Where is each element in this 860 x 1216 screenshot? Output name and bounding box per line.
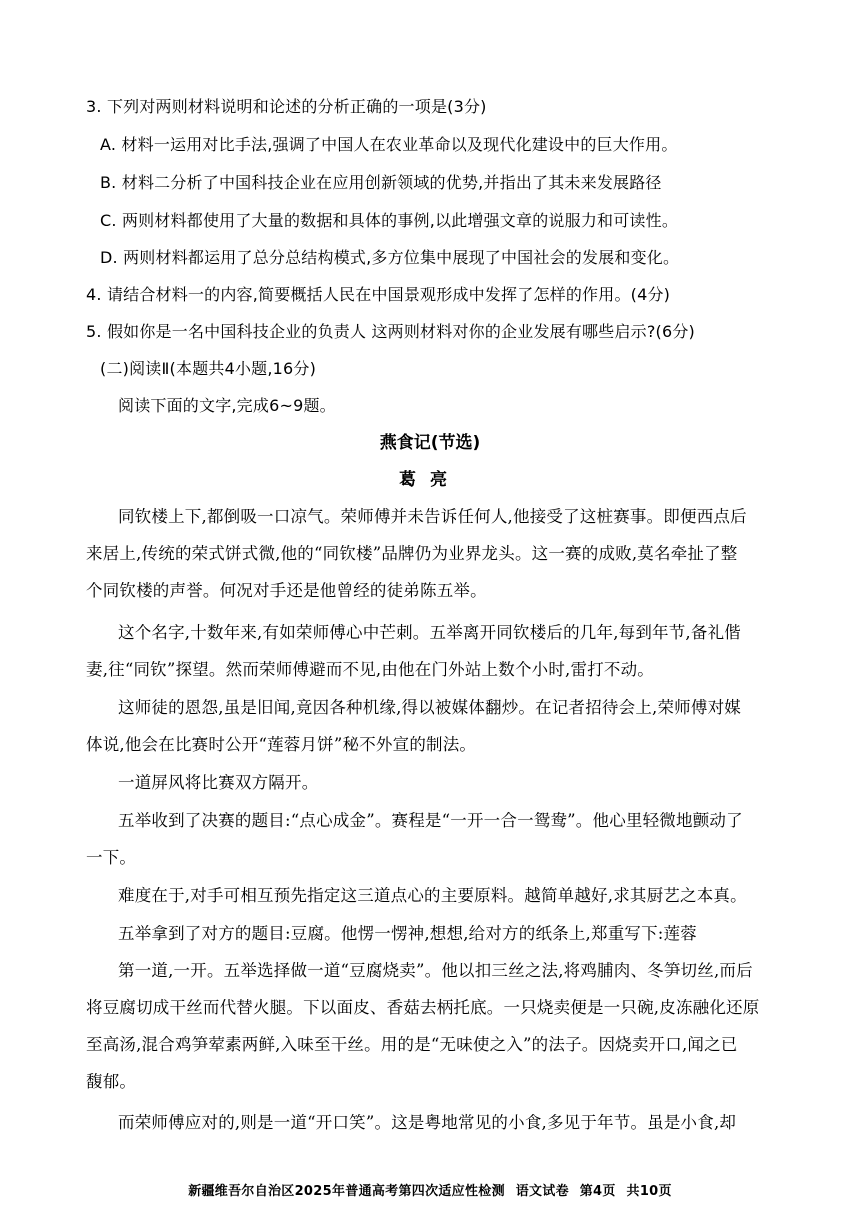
question-3-option-d: D. 两则材料都运用了总分总结构模式,多方位集中展现了中国社会的发展和变化。: [100, 248, 680, 267]
article-line: 这师徒的恩怨,虽是旧闻,竟因各种机缘,得以被媒体翻炒。在记者招待会上,荣师傅对媒: [118, 698, 741, 717]
article-line: 五举拿到了对方的题目:豆腐。他愣一愣神,想想,给对方的纸条上,郑重写下:莲蓉: [118, 924, 697, 943]
footer-subject: 语文试卷: [515, 1184, 569, 1199]
article-line: 个同钦楼的声誉。何况对手还是他曾经的徒弟陈五举。: [86, 581, 487, 600]
article-title: 燕食记(节选): [379, 433, 481, 453]
footer-total-pages: 共10页: [626, 1184, 672, 1199]
footer-page-number: 第4页: [579, 1184, 616, 1199]
page-footer: [0, 1180, 860, 1199]
section-heading: (二)阅读Ⅱ(本题共4小题,16分): [100, 359, 317, 378]
question-3-option-b: B. 材料二分析了中国科技企业在应用创新领域的优势,并指出了其未来发展路径: [100, 173, 662, 192]
article-line: 妻,往“同钦”探望。然而荣师傅避而不见,由他在门外站上数个小时,雷打不动。: [86, 660, 655, 679]
article-line: 同钦楼上下,都倒吸一口凉气。荣师傅并未告诉任何人,他接受了这桩赛事。即便西点后: [118, 507, 747, 526]
article-line: 体说,他会在比赛时公开“莲蓉月饼”秘不外宣的制法。: [86, 735, 477, 754]
article-line: 一下。: [86, 848, 137, 867]
article-line: 第一道,一开。五举选择做一道“豆腐烧卖”。他以扣三丝之法,将鸡脯肉、冬笋切丝,而后: [118, 961, 753, 980]
question-4: 4. 请结合材料一的内容,简要概括人民在中国景观形成中发挥了怎样的作用。(4分): [86, 285, 671, 304]
article-line: 馥郁。: [86, 1072, 137, 1091]
article-author: 葛亮: [399, 470, 461, 490]
section-instruction: 阅读下面的文字,完成6~9题。: [118, 396, 336, 415]
article-line: 至高汤,混合鸡笋荤素两鲜,入味至干丝。用的是“无味使之入”的法子。因烧卖开口,闻之已: [86, 1035, 738, 1054]
article-line: 这个名字,十数年来,有如荣师傅心中芒刺。五举离开同钦楼后的几年,每到年节,备礼偕: [118, 623, 741, 642]
footer-exam-name: 新疆维吾尔自治区2025年普通高考第四次适应性检测: [188, 1184, 505, 1199]
question-3-stem: 3. 下列对两则材料说明和论述的分析正确的一项是(3分): [86, 97, 487, 116]
question-3-option-c: C. 两则材料都使用了大量的数据和具体的事例,以此增强文章的说服力和可读性。: [100, 211, 679, 230]
article-line: 难度在于,对手可相互预先指定这三道点心的主要原料。越简单越好,求其厨艺之本真。: [118, 886, 747, 905]
question-3-option-a: A. 材料一运用对比手法,强调了中国人在农业革命以及现代化建设中的巨大作用。: [100, 135, 678, 154]
article-line: 而荣师傅应对的,则是一道“开口笑”。这是粤地常见的小食,多见于年节。虽是小食,却: [118, 1113, 737, 1132]
question-5: 5. 假如你是一名中国科技企业的负责人 这两则材料对你的企业发展有哪些启示?(6分): [86, 322, 695, 341]
article-line: 五举收到了决赛的题目:“点心成金”。赛程是“一开一合一鸳鸯”。他心里轻微地颤动了: [118, 811, 743, 830]
article-line: 将豆腐切成干丝而代替火腿。下以面皮、香菇去柄托底。一只烧卖便是一只碗,皮冻融化还原: [86, 998, 760, 1017]
article-line: 来居上,传统的荣式饼式微,他的“同钦楼”品牌仍为业界龙头。这一赛的成败,莫名牵扯了整: [86, 544, 738, 563]
article-line: 一道屏风将比赛双方隔开。: [118, 773, 319, 792]
